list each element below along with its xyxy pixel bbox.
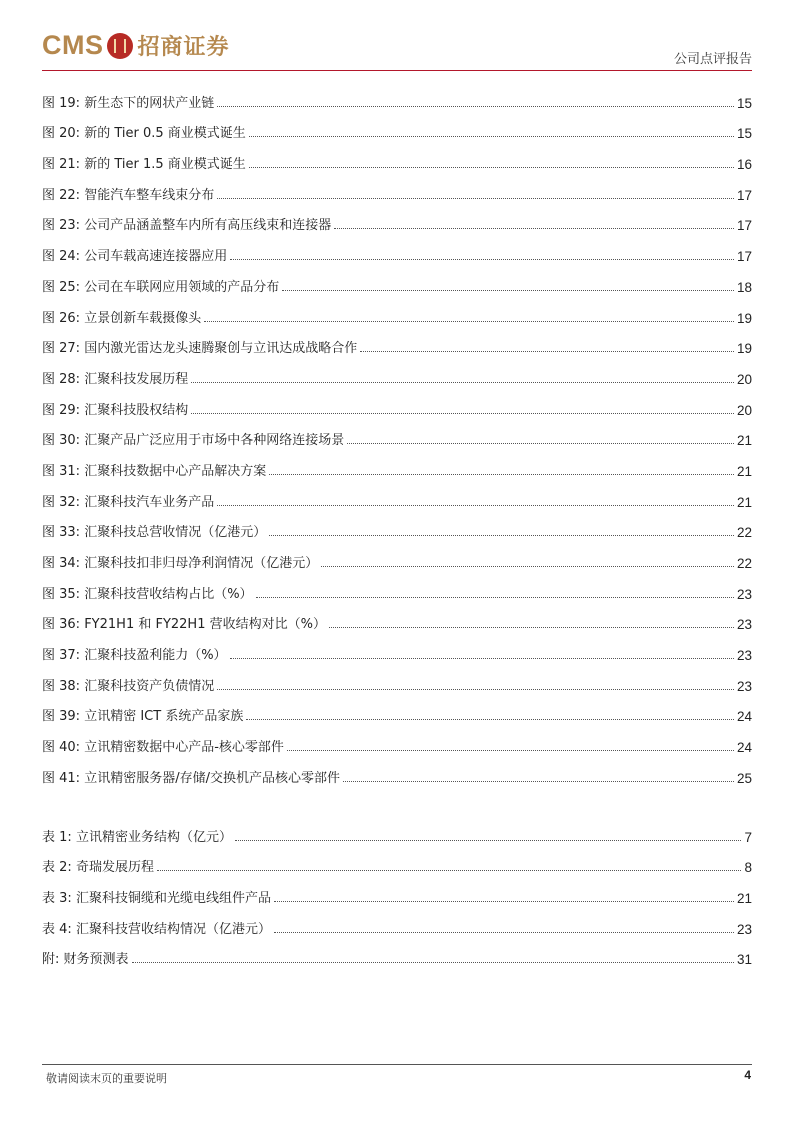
entry-label: 图 28:	[42, 371, 81, 387]
entry-page-number: 23	[736, 586, 752, 602]
figure-entry[interactable]	[42, 356, 752, 387]
dot-leader	[249, 166, 734, 168]
entry-title: 公司车载高速连接器应用	[84, 249, 228, 265]
table-entry[interactable]	[42, 814, 752, 845]
figure-entry[interactable]	[42, 663, 752, 694]
entry-page-number: 21	[736, 433, 752, 449]
dot-leader	[287, 749, 734, 751]
dot-leader	[249, 135, 734, 137]
entry-label: 图 37:	[42, 648, 81, 664]
entry-label: 图 24:	[42, 249, 81, 265]
entry-page-number: 15	[736, 126, 752, 142]
entry-title: 汇聚科技总营收情况（亿港元）	[84, 525, 267, 541]
entry-title: 汇聚科技汽车业务产品	[84, 494, 215, 510]
entry-title: 新的 Tier 1.5 商业模式诞生	[84, 157, 246, 173]
logo-latin-text: CMS	[42, 30, 104, 60]
entry-title: 智能汽车整车线束分布	[84, 187, 215, 203]
figure-entry[interactable]	[42, 755, 752, 786]
entry-page-number: 17	[736, 249, 752, 265]
entry-page-number: 20	[736, 402, 752, 418]
entry-page-number: 23	[736, 617, 752, 633]
dot-leader	[191, 381, 734, 383]
dot-leader	[282, 289, 734, 291]
figure-entry[interactable]	[42, 602, 752, 633]
dot-leader	[230, 258, 734, 260]
figure-entry[interactable]	[42, 571, 752, 602]
table-entry[interactable]	[42, 845, 752, 876]
dot-leader	[204, 320, 734, 322]
dot-leader	[157, 869, 742, 871]
entry-label: 图 30:	[42, 433, 81, 449]
entry-page-number: 23	[736, 678, 752, 694]
figure-entry[interactable]	[42, 80, 752, 111]
entry-label: 图 20:	[42, 126, 81, 142]
figure-entry[interactable]	[42, 479, 752, 510]
entry-page-number: 15	[736, 95, 752, 111]
dot-leader	[321, 565, 734, 567]
entry-title: 汇聚科技发展历程	[84, 371, 189, 387]
footer-divider	[42, 1064, 752, 1065]
entry-page-number: 21	[736, 463, 752, 479]
figure-entry[interactable]	[42, 203, 752, 234]
entry-page-number: 19	[736, 310, 752, 326]
entry-label: 图 26:	[42, 310, 81, 326]
entry-label: 图 27:	[42, 341, 81, 357]
entry-label: 图 22:	[42, 187, 81, 203]
entry-title: 公司在车联网应用领域的产品分布	[84, 279, 280, 295]
entry-title: 汇聚科技盈利能力（%）	[84, 648, 227, 664]
figure-entry[interactable]	[42, 233, 752, 264]
entry-page-number: 19	[736, 341, 752, 357]
entry-title: 汇聚科技扣非归母净利润情况（亿港元）	[84, 556, 319, 571]
entry-page-number: 20	[736, 371, 752, 387]
entry-title: 立讯精密服务器/存储/交换机产品核心零部件	[84, 770, 340, 786]
entry-page-number: 23	[736, 648, 752, 664]
entry-page-number: 25	[736, 770, 752, 786]
entry-title: 新的 Tier 0.5 商业模式诞生	[84, 126, 246, 142]
entry-title: 立讯精密数据中心产品-核心零部件	[84, 740, 284, 756]
dot-leader	[360, 350, 734, 352]
figure-entry[interactable]	[42, 326, 752, 357]
figure-entry[interactable]	[42, 694, 752, 725]
entry-page-number: 31	[736, 952, 752, 968]
entry-page-number: 22	[736, 525, 752, 541]
dot-leader	[256, 596, 734, 598]
entry-title: 汇聚产品广泛应用于市场中各种网络连接场景	[84, 433, 345, 449]
dot-leader	[217, 105, 734, 107]
figure-entry[interactable]	[42, 387, 752, 418]
entry-title: 汇聚科技营收结构情况（亿港元）	[75, 921, 271, 937]
company-logo	[42, 30, 230, 61]
entry-label: 图 32:	[42, 494, 81, 510]
dot-leader	[132, 961, 734, 963]
figure-entry[interactable]	[42, 540, 752, 571]
entry-label: 图 40:	[42, 740, 81, 756]
entry-title: 汇聚科技营收结构占比（%）	[84, 586, 253, 602]
header-divider	[42, 70, 752, 71]
table-entry[interactable]	[42, 906, 752, 937]
entry-label: 图 31:	[42, 463, 81, 479]
entry-page-number: 24	[736, 709, 752, 725]
table-index-list	[42, 814, 752, 967]
entry-title: 汇聚科技数据中心产品解决方案	[84, 463, 267, 479]
entry-label: 图 39:	[42, 709, 81, 725]
dot-leader	[269, 534, 734, 536]
dot-leader	[274, 900, 734, 902]
entry-label: 表 3:	[42, 891, 72, 907]
entry-page-number: 21	[736, 494, 752, 510]
entry-title: 汇聚科技股权结构	[84, 402, 189, 418]
entry-title: 国内激光雷达龙头速腾聚创与立讯达成战略合作	[84, 341, 358, 357]
entry-label: 图 25:	[42, 279, 81, 295]
dot-leader	[274, 931, 734, 933]
disclaimer-note: 敬请阅读末页的重要说明	[46, 1072, 167, 1085]
dot-leader	[343, 780, 734, 782]
figure-entry[interactable]	[42, 111, 752, 142]
figure-entry[interactable]	[42, 264, 752, 295]
entry-title: 立景创新车载摄像头	[84, 310, 202, 326]
figure-entry[interactable]	[42, 724, 752, 755]
logo-emblem-icon	[107, 33, 133, 59]
entry-label: 图 23:	[42, 218, 81, 234]
entry-label: 图 21:	[42, 157, 81, 173]
entry-title: 立讯精密业务结构（亿元）	[75, 829, 232, 845]
dot-leader	[230, 657, 734, 659]
entry-title: 立讯精密 ICT 系统产品家族	[84, 709, 244, 725]
entry-title: 汇聚科技资产负债情况	[84, 678, 215, 694]
table-entry[interactable]	[42, 875, 752, 906]
dot-leader	[235, 839, 742, 841]
entry-page-number: 8	[744, 860, 752, 876]
entry-page-number: 23	[736, 921, 752, 937]
dot-leader	[329, 626, 734, 628]
figure-entry[interactable]	[42, 448, 752, 479]
entry-page-number: 16	[736, 157, 752, 173]
entry-label: 图 36:	[42, 617, 81, 633]
entry-label: 图 19:	[42, 95, 81, 111]
entry-label: 图 38:	[42, 678, 81, 694]
entry-title: 奇瑞发展历程	[75, 860, 154, 876]
entry-label: 表 2:	[42, 860, 72, 876]
dot-leader	[347, 442, 734, 444]
entry-label: 图 33:	[42, 525, 81, 541]
dot-leader	[217, 504, 734, 506]
figure-entry[interactable]	[42, 172, 752, 203]
figure-index-list	[42, 80, 752, 786]
entry-label: 图 41:	[42, 770, 81, 786]
entry-label: 图 29:	[42, 402, 81, 418]
entry-title: 财务预测表	[63, 952, 129, 968]
entry-page-number: 7	[744, 829, 752, 845]
entry-label: 图 35:	[42, 586, 81, 602]
figure-entry[interactable]	[42, 510, 752, 541]
table-entry[interactable]	[42, 937, 752, 968]
dot-leader	[246, 718, 734, 720]
entry-title: 新生态下的网状产业链	[84, 95, 215, 111]
entry-page-number: 18	[736, 279, 752, 295]
figure-entry[interactable]	[42, 632, 752, 663]
dot-leader	[217, 197, 734, 199]
entry-page-number: 17	[736, 218, 752, 234]
report-type-label: 公司点评报告	[673, 52, 752, 67]
entry-label: 附:	[42, 952, 60, 968]
dot-leader	[334, 227, 734, 229]
entry-label: 表 1:	[42, 829, 72, 845]
logo-chinese-text: 招商证券	[137, 34, 230, 60]
figure-entry[interactable]	[42, 418, 752, 449]
dot-leader	[191, 412, 734, 414]
figure-entry[interactable]	[42, 141, 752, 172]
entry-label: 表 4:	[42, 921, 72, 937]
entry-title: 公司产品涵盖整车内所有高压线束和连接器	[84, 218, 332, 234]
page-header	[42, 22, 752, 72]
dot-leader	[269, 473, 734, 475]
entry-page-number: 24	[736, 740, 752, 756]
entry-page-number: 17	[736, 187, 752, 203]
entry-title: 汇聚科技铜缆和光缆电线组件产品	[75, 891, 271, 907]
entry-title: FY21H1 和 FY22H1 营收结构对比（%）	[84, 617, 326, 633]
entry-page-number: 21	[736, 891, 752, 907]
page-number: 4	[744, 1068, 751, 1082]
dot-leader	[217, 688, 734, 690]
figure-entry[interactable]	[42, 295, 752, 326]
entry-page-number: 22	[736, 556, 752, 571]
entry-label: 图 34:	[42, 556, 81, 571]
